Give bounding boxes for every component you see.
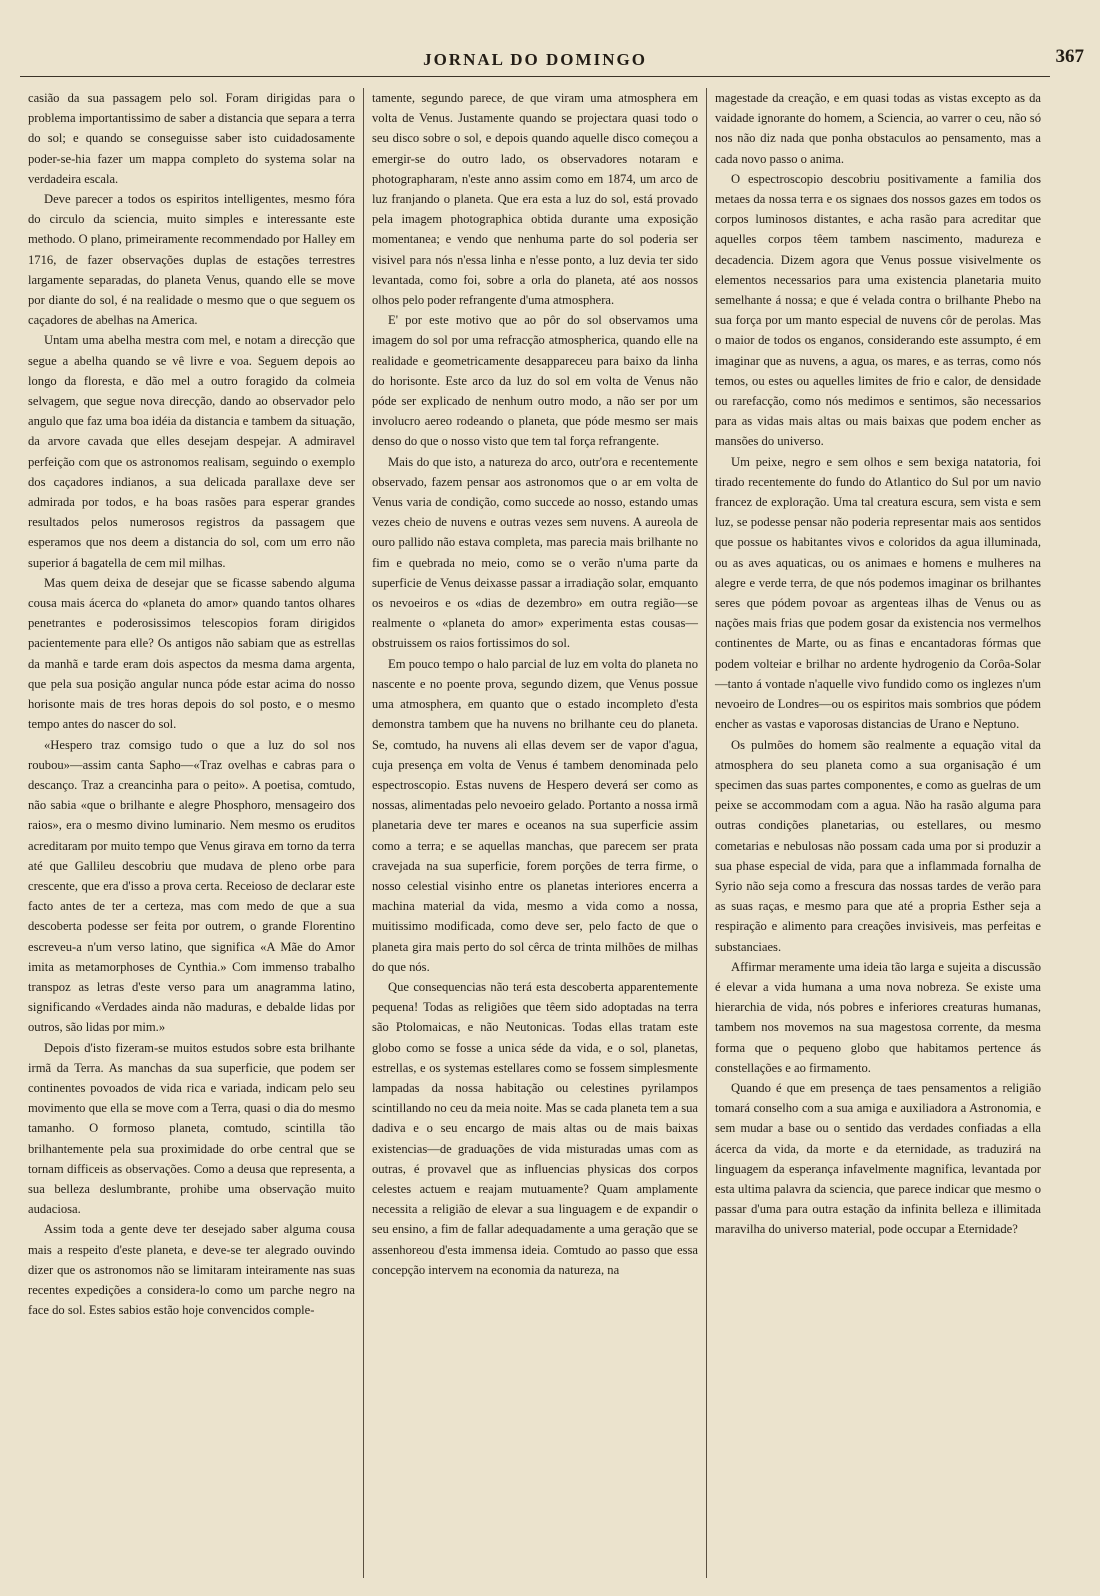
paragraph: Deve parecer a todos os espiritos intelligentes, mesmo fóra do circulo da sciencia, muito simples e interessante este methodo. O plano, primeiramente recommendado por Halley em 1716, de fazer observações duplas de estações terrestres largamente separadas, do planeta Venus, quando elle se move por diante do sol, é na realidade o mesmo que o que seguem os caçadores de abelhas na America.: [28, 192, 355, 328]
paragraph: Um peixe, negro e sem olhos e sem bexiga natatoria, foi tirado recentemente do fundo do Atlantico do Sul por um navio francez de exploração. Uma tal creatura escura, sem vista e sem luz, se podesse pensar não poderia representar mais aos sentidos que possue os habitantes vivos e coloridos da agua illuminada, ou as aves aquaticas, ou os animaes e homens e mulheres na alegre e verde terra, de que nós podemos imaginar os brilhantes seres que pódem povoar as argenteas ilhas de Venus ou as nações mais frias que podem gosar da existencia nos vermelhos continentes de Marte, ou as finas e encantadoras fórmas que podem volteiar e brilhar no ardente hydrogenio da Corôa-Solar—tanto á vontade n'aquelle vivo fundido como os inglezes n'um nevoeiro de Londres—ou os espiritos mais sombrios que pódem encher as vastas e vaporosas distancias de Urano e Neptuno.: [715, 454, 1041, 732]
paragraph: O espectroscopio descobriu positivamente a familia dos metaes da nossa terra e os signaes dos nossos gazes em todos os corpos luminosos distantes, e acha rasão para acreditar que aquelles corpos têem tambem nascimento, madureza e decadencia. Dizem agora que Venus possue visivelmente os elementos necessarios para uma existencia planetaria muito semelhante á nossa; e que é velada contra o brilhante Phebo na sua força por um manto especial de nuvens côr de perolas. Mas o maior de todos os enganos, considerando este assumpto, é em imaginar que as nuvens, a agua, os mares, e as terras, como nós temos, ou estes ou aquelles limites de frio e calor, de densidade ou rarefacção, como nós medimos e sentimos, são necessarios para as vidas mais altas ou mais baixas que podem encher as mansões do universo.: [715, 171, 1041, 449]
paragraph: Que consequencias não terá esta descoberta apparentemente pequena! Todas as religiões que têem sido adoptadas na terra são Ptolomaicas, e não Neutonicas. Todas ellas tratam este globo como se fosse a unica séde da vida, e o sol, planetas, estrellas, e os systemas estellares como se fossem simplesmente lampadas da nossa habitação ou celestines pyrilampos scintillando no ceu da meia noite. Mas se cada planeta tem a sua dadiva e o seu encargo de mais altas ou de mais baixas existencias—de graduações de vida misturadas umas com as outras, é provavel que as influencias physicas dos corpos celestes actuem e reajam mutuamente? Quam amplamente necessita a religião de elevar a sua linguagem e de expandir o seu ensino, a fim de fallar adequadamente a uma geração que se assenhoreou d'esta immensa ideia. Comtudo ao passo que essa concepção intervem na economia da natureza, na: [372, 979, 698, 1277]
page-header: [20, 44, 1084, 77]
paragraph: Depois d'isto fizeram-se muitos estudos sobre esta brilhante irmã da Terra. As manchas da sua superficie, que podem ser continentes povoados de vida rica e variada, indicam pelo seu movimento que ella se move com a Terra, quasi o dia do mesmo tamanho. O formoso planeta, comtudo, scintilla tão brilhantemente pela sua proximidade do orbe central que se tornam difficeis as observações. Como a deusa que representa, a sua belleza deslumbrante, prohibe uma observação muito audaciosa.: [28, 1040, 355, 1217]
paragraph: Untam uma abelha mestra com mel, e notam a direcção que segue a abelha quando se vê livre e voa. Seguem depois ao longo da floresta, e dão mel a outro foragido da colmeia selvagem, que segue nova direcção, dando ao observador pelo angulo que faz uma boa idéia da distancia e tambem da situação, da arvore cavada que elles desejam despejar. A admiravel perfeição com que os astronomos realisam, seguindo o exemplo dos caçadores indianos, a sua delicada parallaxe deve ser admirada por todos, e ha boas rasões para esperar grandes resultados pelos numerosos registros da passagem que esperamos que nos deem a distancia do sol, com um erro não superior á bagatella de cem mil milhas.: [28, 333, 355, 570]
paragraph: Mas quem deixa de desejar que se ficasse sabendo alguma cousa mais ácerca do «planeta do amor» quando tantos olhares penetrantes e poderosissimos telescopios foram dirigidos pacientemente para elle? Os antigos não sabiam que as estrellas da manhã e tarde eram dois aspectos da mesma dama argenta, que pela sua posição angular nunca póde estar acima do nosso horisonte mais de tres horas depois do sol posto, e o mesmo tempo antes do nascer do sol.: [28, 575, 355, 732]
paragraph: «Hespero traz comsigo tudo o que a luz do sol nos roubou»—assim canta Sapho—«Traz ovelhas e cabras para o descanço. Traz a creancinha para o peito». A poetisa, comtudo, não sabia «que o brilhante e alegre Phosphoro, mensageiro dos raios», era o mesmo divino luminario. Nem mesmo os eruditos acreditaram por muito tempo que Venus girava em torno da terra até que Gallileu descobriu que mudava de pleno orbe para crescente, que era d'isso a prova certa. Receioso de declarar este facto antes de ter a certeza, mas com medo de que a sua descoberta podesse ser feita por outrem, o grande Florentino escreveu-a n'um verso latino, que significa «A Mãe do Amor imita as metamorphoses de Cynthia.» Com immenso trabalho transpoz as letras d'este verso para um anagramma latino, significando «Verdades ainda não maduras, e debalde lidas por outros, são lidas por mim.»: [28, 737, 355, 1035]
paragraph: magestade da creação, e em quasi todas as vistas excepto as da vaidade ignorante do homem, a Sciencia, ao varrer o ceu, não só nos não diz nada que ponha obstaculos ao pensamento, mas a cada novo passo o anima.: [715, 91, 1041, 166]
column-2: [363, 88, 706, 1578]
paragraph: Os pulmões do homem são realmente a equação vital da atmosphera do seu planeta como a sua organisação é um specimen das suas partes componentes, e como as guelras de um peixe se accommodam com a agua. Não ha rasão alguma para outras condições planetarias, ou estellares, ou mesmo cometarias e nebulosas não possam cada uma por si produzir a sua phase especial de vida, para que a inflammada fornalha de Syrio não seja como a frescura das nossas tardes de verão para as suas raças, e mesmo para que até a propria Esther seja a respiração e alimento para creações invisiveis, mas perfeitas e substanciaes.: [715, 737, 1041, 954]
paragraph: casião da sua passagem pelo sol. Foram dirigidas para o problema importantissimo de saber a distancia que separa a terra do sol; e quando se conseguisse saber isto cuidadosamente poder-se-hia fazer um mappa completo do systema solar na verdadeira escala.: [28, 91, 355, 186]
paragraph: Affirmar meramente uma ideia tão larga e sujeita a discussão é elevar a vida humana a uma nova nobreza. Se existe uma hierarchia de vida, nós pobres e inferiores creaturas humanas, tambem nos movemos na sua magestosa corrente, da mesma forma que o pequeno globo que habitamos pertence ás constellações e ao firmamento.: [715, 959, 1041, 1075]
paragraph: Quando é que em presença de taes pensamentos a religião tomará conselho com a sua amiga e auxiliadora a Astronomia, e sem mudar a base ou o sentido das verdades confiadas a ella ácerca da vida, da morte e da eternidade, as traduzirá na linguagem da esperança infavelmente magnifica, levantada por esta ultima palavra da sciencia, que parece indicar que mesmo o passar d'uma para outra estação da infinita belleza e illimitada maravilha do universo material, pode occupar a Eternidade?: [715, 1080, 1041, 1237]
paragraph: Em pouco tempo o halo parcial de luz em volta do planeta no nascente e no poente prova, segundo dizem, que Venus possue uma atmosphera, em quanto que o estado incompleto d'esta demonstra tambem que ha nuvens no brilhante ceu do planeta. Se, comtudo, ha nuvens ali ellas devem ser de vapor d'agua, cuja presença em volta de Venus é tambem denominada pelo espectroscopio. Estas nuvens de Hespero deverá ser como as nossas, alimentadas pelo nevoeiro gelado. Portanto a nossa irmã planetaria deve ter mares e oceanos na sua superficie assim como a terra; e se aquellas manchas, que parecem ser prata cravejada na sua superficie, forem porções de terra firme, o nosso celestial visinho entre os planetas interiores encerra a machina material da vida, mesmo a vida como a nossa, muitissimo modificada, como deve ser, pelo facto de que o planeta gira mais perto do sol cêrca de trinta milhões de milhas do que nós.: [372, 656, 698, 974]
paragraph: E' por este motivo que ao pôr do sol observamos uma imagem do sol por uma refracção atmospherica, quando elle na realidade e geometricamente desappareceu para baixo da linha do horisonte. Este arco da luz do sol em volta de Venus não póde ser explicado de nenhum outro modo, a não ser por um involucro aereo rodeando o planeta, que póde mesmo ser mais denso do que o nosso visto que tem tal força refrangente.: [372, 313, 698, 449]
journal-title: JORNAL DO DOMINGO: [423, 50, 647, 69]
page-number: 367: [1055, 46, 1084, 67]
text-columns: [20, 88, 1050, 1578]
column-3: [706, 88, 1049, 1578]
paragraph: tamente, segundo parece, de que viram uma atmosphera em volta de Venus. Justamente quando se projectara quasi todo o seu disco sobre o sol, e depois quando aquelle disco começou a emergir-se do outro lado, os observadores notaram e photographaram, n'este anno assim como em 1874, um arco de luz franjando o planeta. Que era esta a luz do sol, está provado pela imagem photographica obtida durante uma exposição momentanea; e vendo que nenhuma parte do sol poderia ser visivel para nós n'essa linha e n'esse ponto, a luz devia ter sido levantada, como foi, sobre a orla do planeta, até aos nossos olhos pelo poder refrangente d'uma atmosphera.: [372, 91, 698, 308]
column-1: [20, 88, 363, 1578]
paragraph: Mais do que isto, a natureza do arco, outr'ora e recentemente observado, fazem pensar aos astronomos que o ar em volta de Venus varia de condição, como succede ao nosso, estando umas vezes cheio de nuvens e outras vezes sem nuvens. A aureola de ouro pallido não estava completa, mas parecia mais brilhante no fim e quebrada no meio, como se o verão n'uma parte da superficie de Venus deixasse passar a irradiação solar, emquanto os nevoeiros e os «dias de dezembro» em outra região—se realmente o «planeta do amor» experimenta estas cousas—obstruissem os raios fortissimos do sol.: [372, 454, 698, 651]
paragraph: Assim toda a gente deve ter desejado saber alguma cousa mais a respeito d'este planeta, e deve-se ter alegrado ouvindo dizer que os astronomos não se limitaram inteiramente nas suas recentes expedições a considera-lo como um parche negro na face do sol. Estes sabios estão hoje convencidos comple-: [28, 1222, 355, 1318]
